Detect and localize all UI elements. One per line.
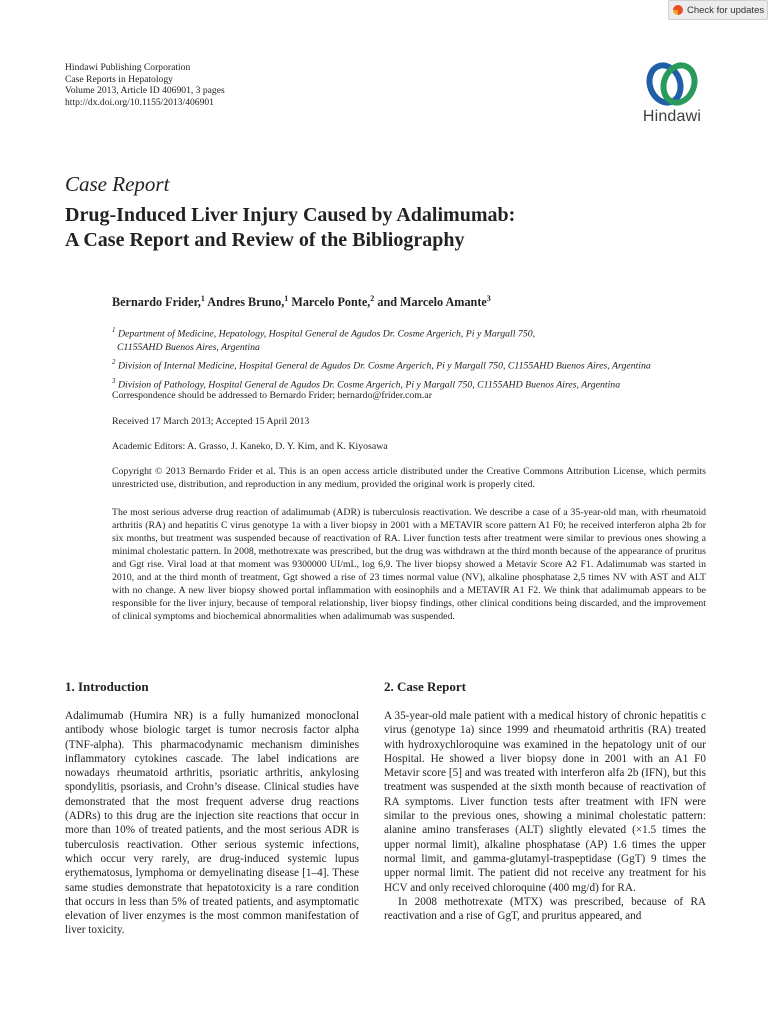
check-for-updates-button[interactable] xyxy=(668,0,768,20)
affiliation-text: C1155AHD Buenos Aires, Argentina xyxy=(117,342,260,354)
publisher: Hindawi Publishing Corporation xyxy=(65,62,191,73)
affiliation-mark: 3 xyxy=(112,376,116,385)
volume-info: Volume 2013, Article ID 406901, 3 pages xyxy=(65,85,225,96)
affiliations xyxy=(112,323,712,392)
academic-editors: Academic Editors: A. Grasso, J. Kaneko, D. Y. Kim, and K. Kiyosawa xyxy=(112,441,388,452)
paragraph: Adalimumab (Humira NR) is a fully humanized monoclonal antibody whose biologic target is tumor necrosis factor alpha (TNF-alpha). This pharmacodynamic mechanism diminishes inflammatory cytokines cascade. The label indications are nowadays rheumatoid arthritis, psoriatic arthritis, ankylosing spondylitis, psoriasis, and Crohn’s disease. Clinical studies have demonstrated that the most frequent adverse drug reactions (ADRs) to this drug are the injection site reactions that occur in more than 10% of treated patients, and the most serious ADR is tuberculosis reactivation. Other serious systemic infections, which occur very rarely, are drug-induced systemic lupus erythematosus, lymphoma or demyelinating disease [1–4]. These same studies demonstrate that hepatotoxicity is a rare condition that occurs in less than 5% of treated patients, and asymptomatic elevation of liver enzymes is the most common manifestation of liver toxicity. xyxy=(65,710,359,937)
title-line-2: A Case Report and Review of the Bibliography xyxy=(65,229,465,251)
copyright-notice: Copyright © 2013 Bernardo Frider et al. This is an open access article distributed under the Creative Commons Attribution License, which permits unrestricted use, distribution, and reproduction in any medium, provided the original work is properly cited. xyxy=(112,466,706,490)
column-left xyxy=(65,679,359,938)
article-type: Case Report xyxy=(65,172,170,196)
affiliation-line xyxy=(112,355,712,373)
column-right xyxy=(384,679,706,923)
affiliation-mark: 2 xyxy=(112,358,116,367)
hindawi-logo-text: Hindawi xyxy=(642,108,702,125)
doi-link[interactable]: http://dx.doi.org/10.1155/2013/406901 xyxy=(65,96,214,108)
affiliation-text: Division of Pathology, Hospital General de Agudos Dr. Cosme Argerich, Pi y Margall 750, C1155AHD Buenos Aires, Argentina xyxy=(115,378,621,390)
check-for-updates-label: Check for updates xyxy=(687,4,765,16)
journal-name: Case Reports in Hepatology xyxy=(65,73,173,85)
case-report-body xyxy=(384,709,706,923)
article-title xyxy=(65,203,705,253)
section-heading-case-report: 2. Case Report xyxy=(384,679,466,694)
affiliation-line xyxy=(112,341,712,355)
abstract: The most serious adverse drug reaction of adalimumab (ADR) is tuberculosis reactivation. We describe a case of a 35-year-old man, with rheumatoid arthritis (RA) and hepatitis C virus genotype 1a with a liver biopsy in 2001 with a METAVIR score pattern A1 F0; he received interferon alpha 2b for six months, but treatment was suspended because of reactivation of RA. Liver function tests after treatment were similar to previous ones showing a minimal cholestatic pattern. In 2008, methotrexate was prescribed, but the drug was withdrawn at the third month because of the appearance of pruritus and Ggt rise. Viral load at that moment was 9300000 UI/mL, log 6,9. The liver biopsy showed a Metavir Score A2 F1. Adalimumab was started in 2010, and at the third month of treatment, Ggt showed a rise of 23 times normal value (NV), alkaline phosphatase 2,5 times NV with AST and ALT with no change. A new liver biopsy showed portal inflammation with eosinophils and a METAVIR A1 F2. We think that adalimumab appears to be responsible for the liver injury, because of temporal relationship, liver biopsy findings, other clinical conditions being discarded, and the improvement of clinical symptoms and biochemical abnormalities when adalimumab was suspended. xyxy=(112,507,706,622)
author-list xyxy=(112,294,491,310)
author-name: Bernardo Frider, xyxy=(112,295,201,310)
crossmark-icon xyxy=(673,5,683,15)
title-line-1: Drug-Induced Liver Injury Caused by Adalimumab: xyxy=(65,204,516,226)
author-name: and Marcelo Amante xyxy=(374,295,487,310)
section-heading-introduction: 1. Introduction xyxy=(65,679,149,694)
hindawi-logo xyxy=(632,60,712,126)
author-name: Andres Bruno, xyxy=(204,295,285,310)
author-affil-mark: 1 xyxy=(284,294,289,303)
author-affil-mark: 3 xyxy=(486,294,491,303)
received-dates: Received 17 March 2013; Accepted 15 April 2013 xyxy=(112,416,310,427)
paragraph: A 35-year-old male patient with a medical history of chronic hepatitis c virus (genotype 1a) since 1999 and rheumatoid arthritis (RA) treated with hydroxychloroquine was examined in the hepatology unit of our Hospital. He showed a liver biopsy done in 2001 with an A1 F0 Metavir score [5] and was treated with interferon alfa 2b (IFN), but this treatment was suspended at the sixth month because of reactivation of RA symptoms. Liver function tests after treatment with IFN were similar to the previous ones, showing a minimal cholestatic pattern: alanine amino transferases (ALT) slightly elevated (×1.5 times the upper normal limit), alkaline phosphatase (AP) 1.6 times the upper normal limit, and gamma-glutamyl-traspeptidase (GgT) 9 times the upper normal limit. The patient did not receive any treatment for his HCV and only received chloroquine (400 mg/d) for RA. xyxy=(384,710,706,894)
affiliation-mark: 1 xyxy=(112,326,116,334)
introduction-body xyxy=(65,709,359,938)
journal-info xyxy=(65,62,225,108)
affiliation-line xyxy=(112,323,712,341)
paragraph: In 2008 methotrexate (MTX) was prescribed, because of RA reactivation and a rise of GgT, and pruritus appeared, and xyxy=(384,895,706,923)
hindawi-logo-icon xyxy=(644,60,700,108)
affiliation-text: Department of Medicine, Hepatology, Hospital General de Agudos Dr. Cosme Argerich, Pi y Margall 750, xyxy=(115,328,536,340)
author-affil-mark: 2 xyxy=(370,294,375,303)
affiliation-text: Division of Internal Medicine, Hospital General de Agudos Dr. Cosme Argerich, Pi y Margall 750, C1155AHD Buenos Aires, Argentina xyxy=(115,360,651,372)
author-affil-mark: 1 xyxy=(200,294,205,303)
author-name: Marcelo Ponte, xyxy=(288,295,371,310)
correspondence: Correspondence should be addressed to Bernardo Frider; bernardo@frider.com.ar xyxy=(112,390,432,401)
